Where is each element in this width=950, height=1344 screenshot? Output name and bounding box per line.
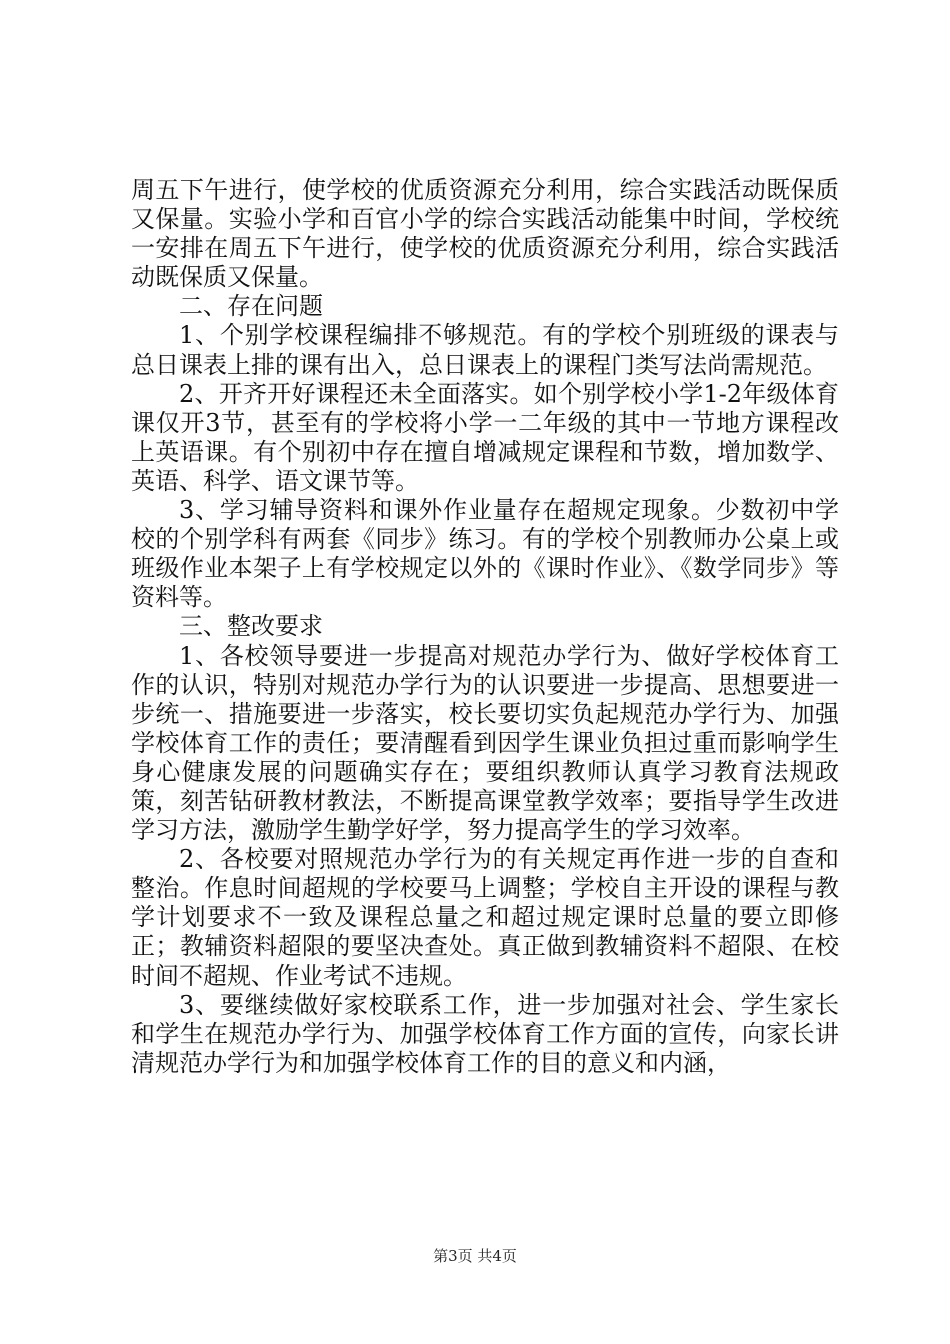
paragraph-requirement-2: 2、各校要对照规范办学行为的有关规定再作进一步的自查和整治。作息时间超规的学校要马上调整；学校自主开设的课程与教学计划要求不一致及课程总量之和超过规定课时总量的要立即修正；教辅资料超限的要坚决查处。真正做到教辅资料不超限、在校时间不超规、作业考试不违规。 [131,845,839,990]
section-heading-problems: 二、存在问题 [179,292,323,321]
document-body [131,176,839,1078]
paragraph-requirement-3: 3、要继续做好家校联系工作，进一步加强对社会、学生家长和学生在规范办学行为、加强学校体育工作方面的宣传，向家长讲清规范办学行为和加强学校体育工作的目的意义和内涵， [131,990,839,1077]
paragraph-requirement-1: 1、各校领导要进一步提高对规范办学行为、做好学校体育工作的认识，特别对规范办学行为的认识要进一步提高、思想要进一步统一、措施要进一步落实，校长要切实负起规范办学行为、加强学校体育工作的责任；要清醒看到因学生课业负担过重而影响学生身心健康发展的问题确实存在；要组织教师认真学习教育法规政策，刻苦钻研教材教法，不断提高课堂教学效率；要指导学生改进学习方法，激励学生勤学好学，努力提高学生的学习效率。 [131,641,839,845]
page-number-footer: 第3页 共4页 [433,1247,517,1265]
paragraph-continuation: 周五下午进行，使学校的优质资源充分利用，综合实践活动既保质又保量。实验小学和百官小学的综合实践活动能集中时间，学校统一安排在周五下午进行，使学校的优质资源充分利用，综合实践活动既保质又保量。 [131,176,839,292]
paragraph-problem-2: 2、开齐开好课程还未全面落实。如个别学校小学1-2年级体育课仅开3节，甚至有的学校将小学一二年级的其中一节地方课程改上英语课。有个别初中存在擅自增减规定课程和节数，增加数学、英语、科学、语文课节等。 [131,379,839,495]
section-heading-requirements: 三、整改要求 [179,612,323,641]
paragraph-problem-3: 3、学习辅导资料和课外作业量存在超规定现象。少数初中学校的个别学科有两套《同步》练习。有的学校个别教师办公桌上或班级作业本架子上有学校规定以外的《课时作业》、《数学同步》等资料等。 [131,496,839,612]
paragraph-problem-1: 1、个别学校课程编排不够规范。有的学校个别班级的课表与总日课表上排的课有出入，总日课表上的课程门类写法尚需规范。 [131,321,839,379]
